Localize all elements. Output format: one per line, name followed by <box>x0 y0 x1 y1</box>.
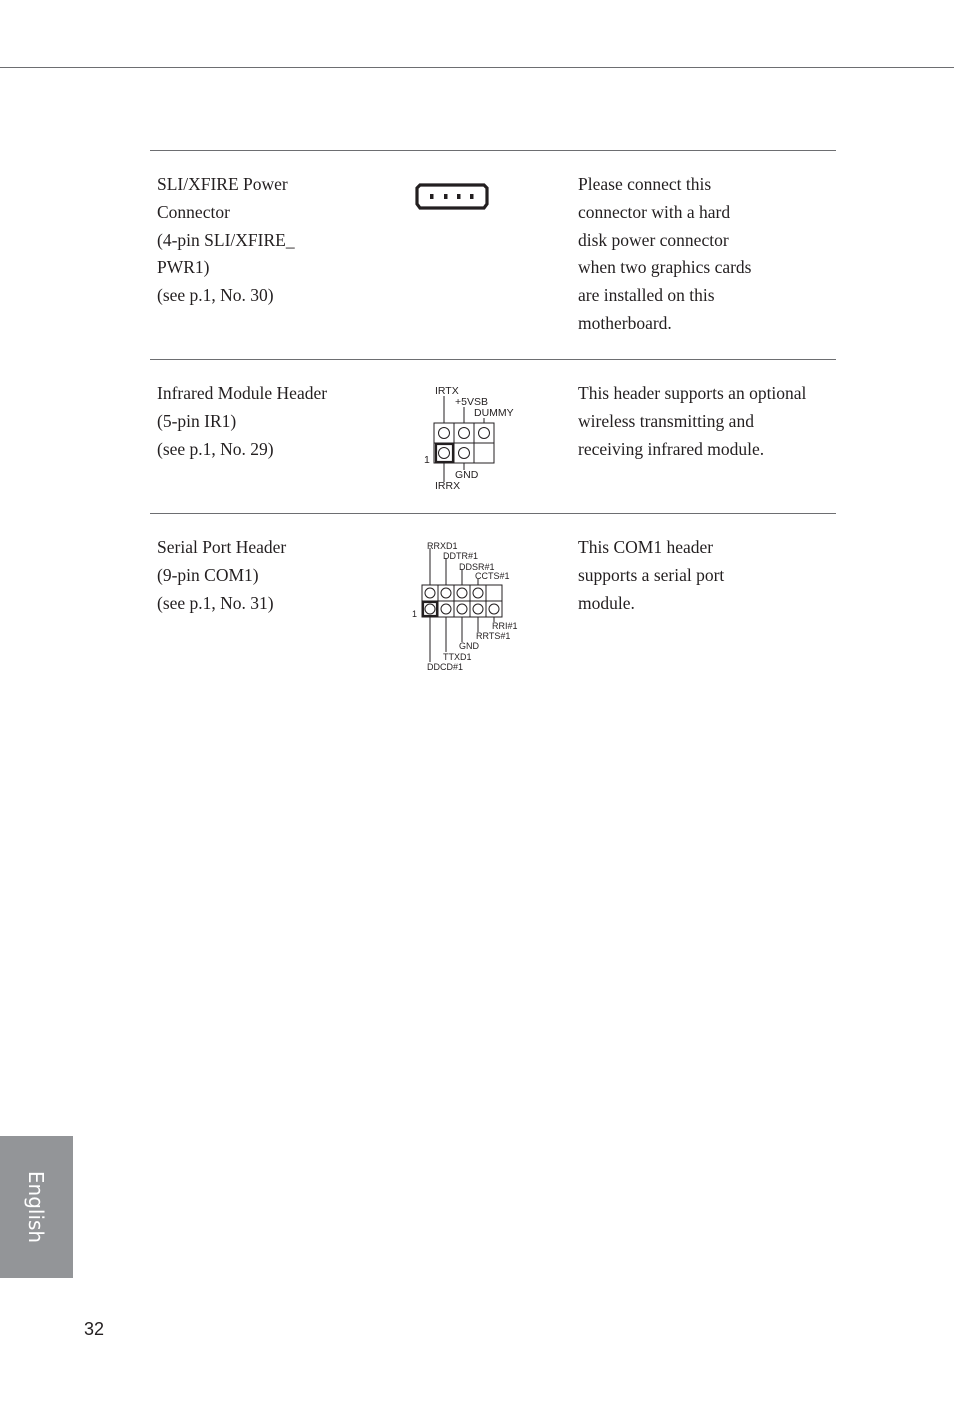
pin-label-ttxd1: TTXD1 <box>443 652 472 662</box>
section-divider <box>150 513 836 514</box>
pin-label-ddcd1: DDCD#1 <box>427 662 464 672</box>
section-divider <box>150 150 836 151</box>
section-divider <box>150 359 836 360</box>
serial-port-description: This COM1 header supports a serial port module. <box>578 537 725 613</box>
pin-label-rrts1: RRTS#1 <box>476 631 511 641</box>
pin-label-irtx: IRTX <box>435 385 459 397</box>
pin-label-gnd: GND <box>455 469 479 481</box>
pin-one-marker: 1 <box>424 454 430 466</box>
pin-label-rrxd1: RRXD1 <box>427 541 458 551</box>
header-rule <box>0 67 954 68</box>
infrared-header-diagram <box>410 380 540 495</box>
pin-label-gnd: GND <box>459 641 479 651</box>
sli-xfire-connector-diagram <box>414 180 490 212</box>
pin-label-ddtr1: DDTR#1 <box>443 551 479 561</box>
pin-label-rri1: RRI#1 <box>492 621 518 631</box>
pin-label-ccts1: CCTS#1 <box>475 571 510 581</box>
serial-port-header-diagram <box>406 538 536 676</box>
sli-xfire-description: Please connect this connector with a hard disk power connector when two graphics cards are installed on this motherboard. <box>578 174 752 333</box>
pin-label-dummy: DUMMY <box>474 407 514 419</box>
language-tab-label: English <box>24 1170 48 1244</box>
page-number: 32 <box>84 1319 105 1339</box>
pin-label-5vsb: +5VSB <box>455 396 488 408</box>
pin-label-ddsr1: DDSR#1 <box>459 562 495 572</box>
infrared-description: This header supports an optional wireless transmitting and receiving infrared module. <box>578 383 807 459</box>
infrared-title: Infrared Module Header (5-pin IR1) (see p.1, No. 29) <box>157 383 328 459</box>
pin-one-marker: 1 <box>412 609 418 619</box>
pin-label-irrx: IRRX <box>435 480 461 492</box>
sli-xfire-title: SLI/XFIRE Power Connector (4-pin SLI/XFIRE_ PWR1) (see p.1, No. 30) <box>157 174 295 306</box>
serial-port-title: Serial Port Header (9-pin COM1) (see p.1, No. 31) <box>157 537 287 613</box>
